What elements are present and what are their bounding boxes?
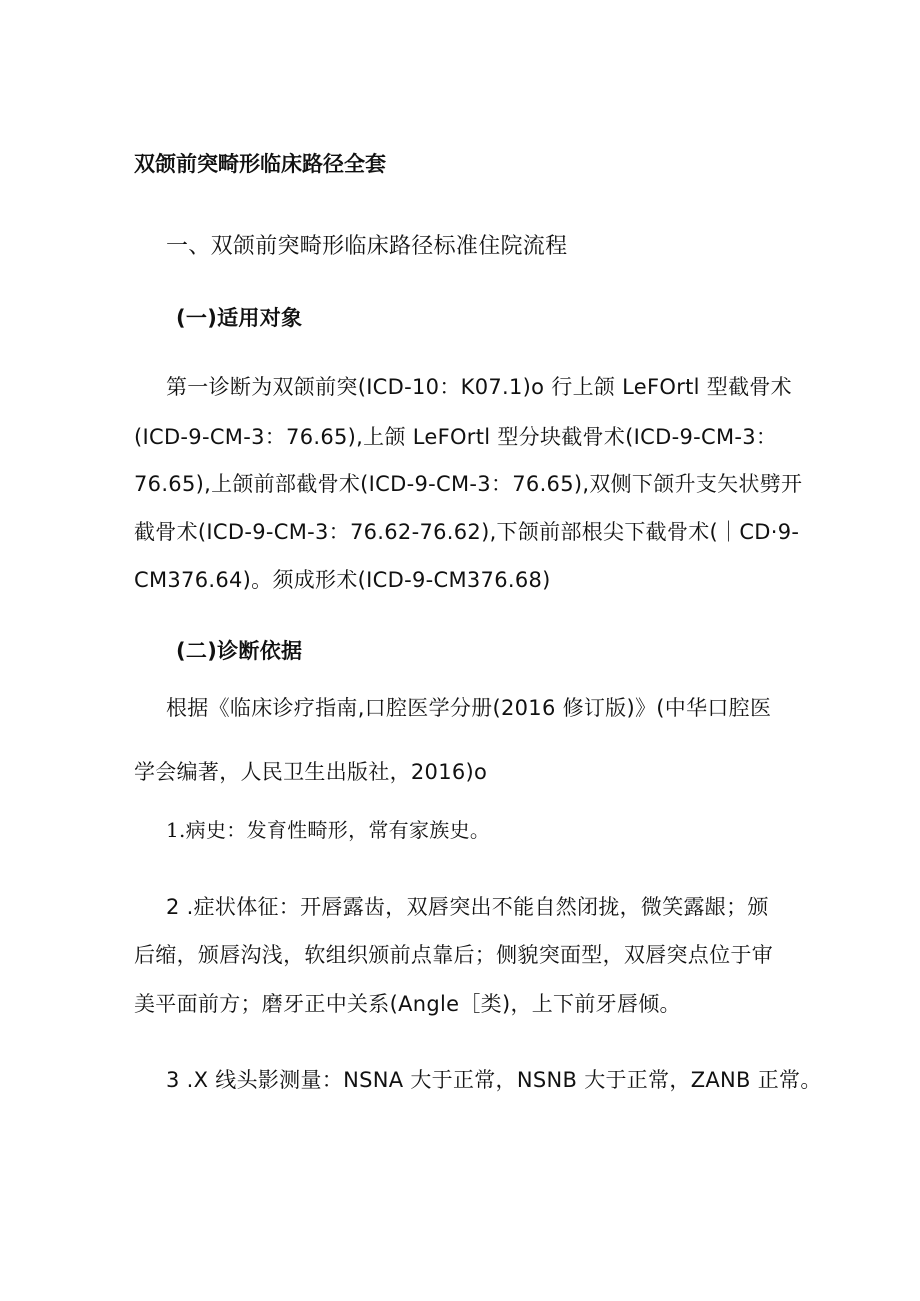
list-item-symptoms-line: 后缩，颁唇沟浅，软组织颁前点靠后；侧貌突面型，双唇突点位于审	[134, 943, 773, 967]
subsection-heading-applicable: (一)适用对象	[176, 306, 303, 330]
paragraph-line: 学会编著，人民卫生出版社，2016)o	[134, 760, 488, 784]
paragraph-line: 截骨术(ICD-9-CM-3：76.62-76.62),下颌前部根尖下截骨术(｜CD·9-	[134, 520, 800, 544]
list-item-history: 1.病史：发育性畸形，常有家族史。	[166, 818, 491, 842]
paragraph-line: 76.65),上颌前部截骨术(ICD-9-CM-3：76.65),双侧下颌升支矢状劈开	[134, 472, 803, 496]
paragraph-line: 根据《临床诊疗指南,口腔医学分册(2016 修订版)》(中华口腔医	[166, 696, 772, 720]
list-item-xray: 3 .X 线头影测量：NSNA 大于正常，NSNB 大于正常，ZANB 正常。	[166, 1068, 822, 1092]
subsection-heading-diagnosis: (二)诊断依据	[176, 639, 303, 663]
paragraph-line: 第一诊断为双颌前突(ICD-10：K07.1)o 行上颌 LeFOrtl 型截骨术	[166, 375, 792, 399]
paragraph-line: CM376.64)。须成形术(ICD-9-CM376.68)	[134, 568, 551, 592]
section-heading-1: 一、双颌前突畸形临床路径标准住院流程	[166, 234, 568, 259]
list-item-symptoms-line: 2 .症状体征：开唇露齿，双唇突出不能自然闭拢，微笑露龈；颁	[166, 895, 769, 919]
list-item-symptoms-line: 美平面前方；磨牙正中关系(Angle［类)，上下前牙唇倾。	[134, 992, 681, 1016]
document-title: 双颌前突畸形临床路径全套	[134, 152, 386, 176]
paragraph-line: (ICD-9-CM-3：76.65),上颌 LeFOrtl 型分块截骨术(ICD-9-CM-3：	[134, 425, 778, 449]
